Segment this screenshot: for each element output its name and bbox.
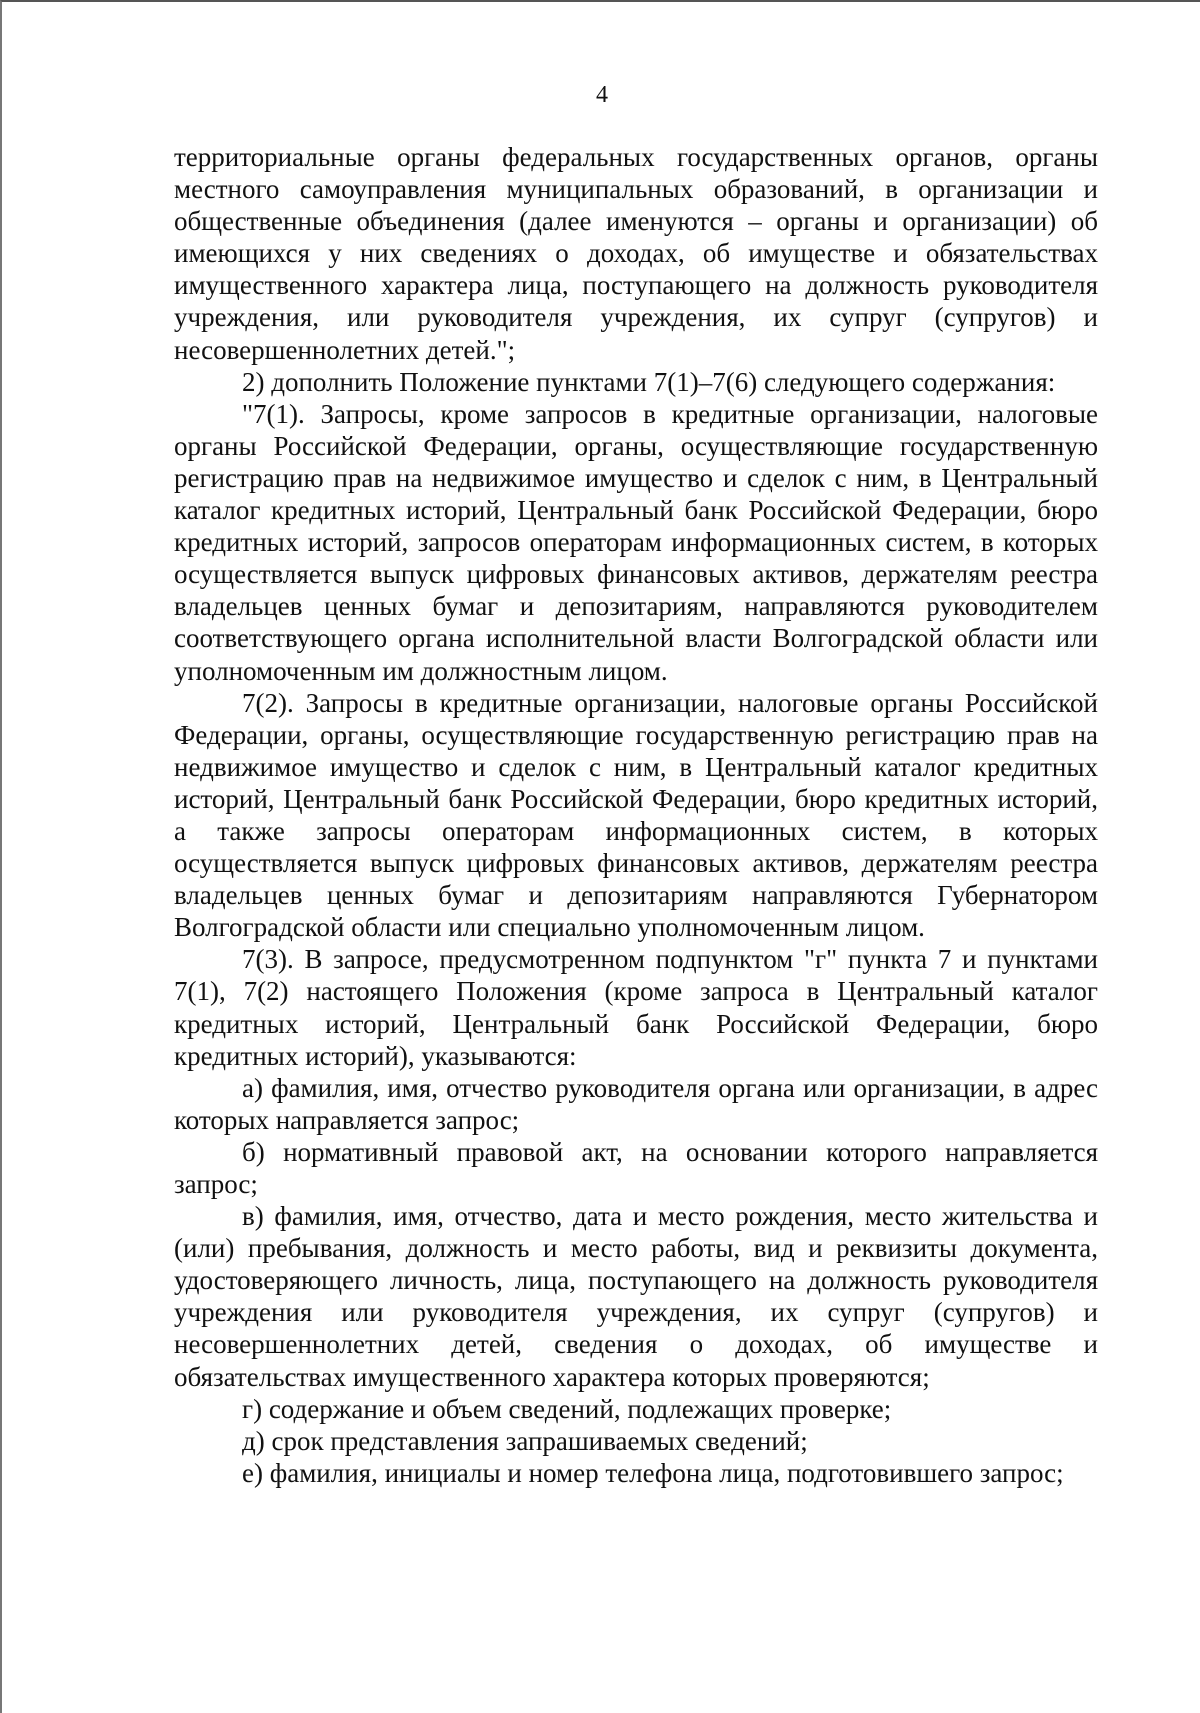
list-item-e: е) фамилия, инициалы и номер телефона лица, подготовившего запрос;: [242, 1457, 1064, 1488]
paragraph-amendment-2: 2) дополнить Положение пунктами 7(1)–7(6) следующего содержания:: [242, 366, 1056, 397]
list-item-a: а) фамилия, имя, отчество руководителя органа или организации, в адрес которых направляется запрос;: [174, 1072, 1098, 1135]
document-body: [174, 141, 1098, 1489]
list-item-b: б) нормативный правовой акт, на основании которого направляется запрос;: [174, 1136, 1098, 1199]
page-number: 4: [596, 82, 608, 108]
paragraph-continuation: территориальные органы федеральных государственных органов, органы местного самоуправления муниципальных образований, в организации и общественные объединения (далее именуются – органы и организации) об имеющихся у них сведениях о доходах, об имуществе и обязательствах имущественного характера лица, поступающего на должность руководителя учреждения, или руководителя учреждения, их супруг (супругов) и несовершеннолетних детей.";: [174, 142, 1098, 365]
paragraph-7-1: "7(1). Запросы, кроме запросов в кредитные организации, налоговые органы Российской Федерации, органы, осуществляющие государственную регистрацию прав на недвижимое имущество и сделок с ним, в Центральный каталог кредитных историй, Центральный банк Российской Федерации, бюро кредитных историй, запросов операторам информационных систем, в которых осуществляется выпуск цифровых финансовых активов, держателям реестра владельцев ценных бумаг и депозитариям, направляются руководителем соответствующего органа исполнительной власти Волгоградской области или уполномоченным им должностным лицом.: [174, 398, 1098, 686]
list-item-g: г) содержание и объем сведений, подлежащих проверке;: [242, 1393, 892, 1424]
paragraph-7-2: 7(2). Запросы в кредитные организации, налоговые органы Российской Федерации, органы, осуществляющие государственную регистрацию прав на недвижимое имущество и сделок с ним, в Центральный каталог кредитных историй, Центральный банк Российской Федерации, бюро кредитных историй, а также запросы операторам информационных систем, в которых осуществляется выпуск цифровых финансовых активов, держателям реестра владельцев ценных бумаг и депозитариям направляются Губернатором Волгоградской области или специально уполномоченным лицом.: [174, 687, 1098, 943]
paragraph-7-3: 7(3). В запросе, предусмотренном подпунктом "г" пункта 7 и пунктами 7(1), 7(2) настоящего Положения (кроме запроса в Центральный каталог кредитных историй, Центральный банк Российской Федерации, бюро кредитных историй), указываются:: [174, 944, 1098, 1071]
list-item-d: д) срок представления запрашиваемых сведений;: [242, 1425, 808, 1456]
list-item-v: в) фамилия, имя, отчество, дата и место рождения, место жительства и (или) пребывания, должность и место работы, вид и реквизиты документа, удостоверяющего личность, лица, поступающего на должность руководителя учреждения или руководителя учреждения, их супруг (супругов) и несовершеннолетних детей, сведения о доходах, об имуществе и обязательствах имущественного характера которых проверяются;: [174, 1201, 1098, 1392]
